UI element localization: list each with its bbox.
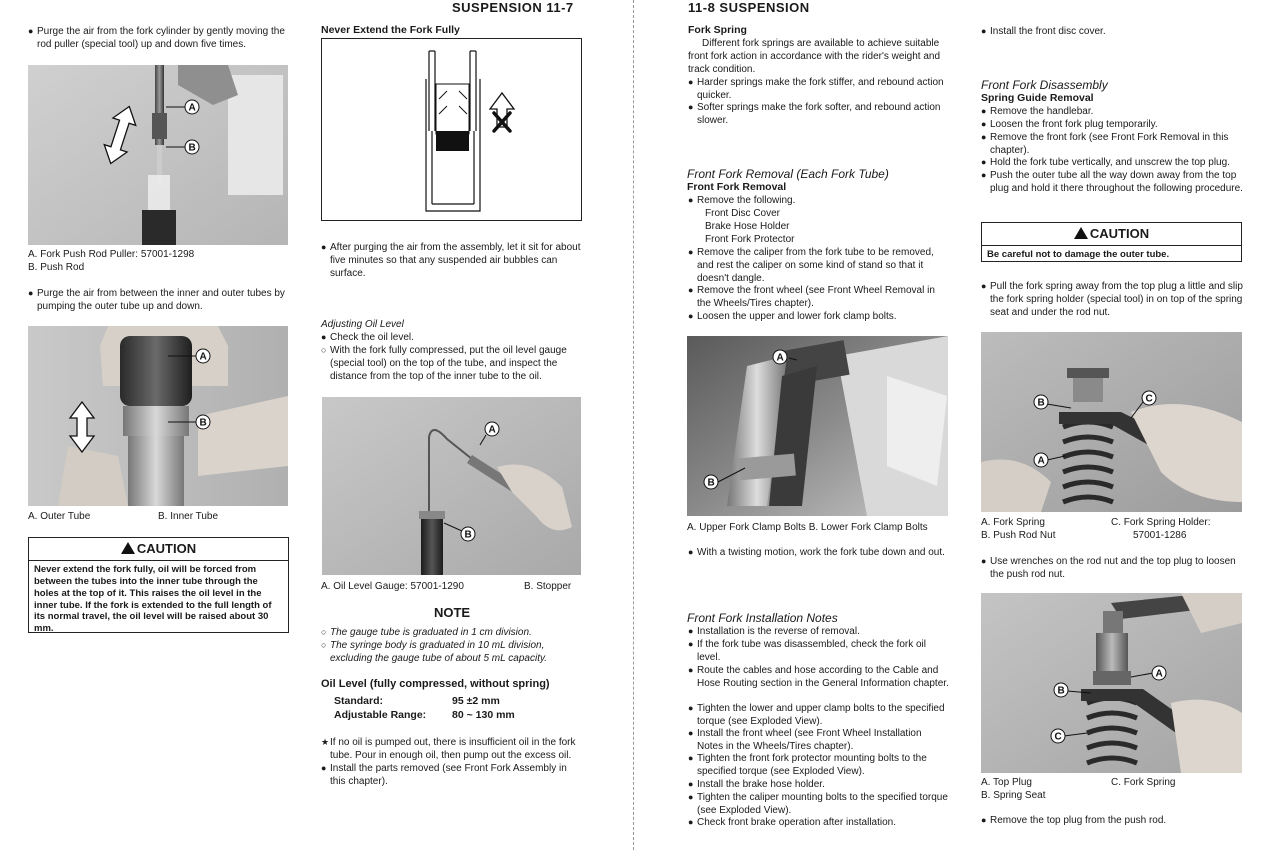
page-divider [633, 0, 634, 850]
caution-box-left [28, 537, 289, 633]
photo2-callout-a: A [199, 351, 207, 363]
fork-spring-title: Fork Spring [688, 24, 747, 36]
photo1-caption-a: A. Fork Push Rod Puller: 57001-1298 [28, 249, 195, 260]
caution-title-left: CAUTION [29, 538, 288, 561]
diagram-never-extend [321, 38, 582, 221]
install-note-5: ● Install the front wheel (see Front Wheel Installation Notes in the Wheels/Tires chapter). [688, 727, 949, 753]
front-fork-removal-subtitle: Front Fork Removal [687, 181, 787, 193]
use-wrenches-step: ● Use wrenches on the rod nut and the top plug to loosen the push rod nut. [981, 555, 1243, 581]
remove-item-3: Front Fork Protector [705, 234, 795, 245]
pull-spring-step: ● Pull the fork spring away from the top plug a little and slip the fork spring holder (special tool) in on top of the spring seat and under the rod nut. [981, 280, 1243, 319]
loosen-bolts-step: ● Loosen the upper and lower fork clamp bolts. [688, 310, 949, 323]
photo-outer-inner-tube [28, 326, 288, 506]
caution-title-right: CAUTION [982, 223, 1241, 246]
install-note-4: ● Tighten the lower and upper clamp bolts to the specified torque (see Exploded View). [688, 702, 949, 728]
warning-triangle-icon [1074, 227, 1088, 239]
install-note-1: ● Installation is the reverse of removal. [688, 625, 949, 638]
front-fork-disassembly-title: Front Fork Disassembly [981, 78, 1108, 92]
fork-spring-intro: Different fork springs are available to achieve suitable front fork action in accordance with the rider's weight and track condition. [688, 38, 941, 75]
adjustable-range-value: 80 ~ 130 mm [452, 709, 515, 721]
disassembly-step-1: ● Remove the handlebar. [981, 105, 1243, 118]
photo5-caption-c: C. Fork Spring Holder: [1111, 517, 1211, 528]
photo5-callout-c: C [1145, 393, 1153, 405]
never-extend-title: Never Extend the Fork Fully [321, 24, 460, 36]
warning-triangle-icon [121, 542, 135, 554]
photo5-caption-c-part: 57001-1286 [1133, 530, 1187, 541]
install-note-6: ● Tighten the front fork protector mounting bolts to the specified torque (see Exploded View). [688, 752, 949, 778]
note-title: NOTE [433, 605, 471, 620]
caution-box-right [981, 222, 1242, 262]
photo5-caption-b: B. Push Rod Nut [981, 530, 1056, 541]
spring-guide-removal-title: Spring Guide Removal [981, 92, 1094, 104]
photo-fork-clamp-bolts [687, 336, 948, 516]
photo6-callout-b: B [1057, 685, 1065, 697]
photo-oil-level-gauge [322, 397, 581, 575]
photo3-callout-b: B [464, 529, 472, 541]
remove-top-plug-step: ● Remove the top plug from the push rod. [981, 814, 1243, 827]
if-no-oil-note: ★ If no oil is pumped out, there is insufficient oil in the fork tube. Pour in enough oil, then pump out the excess oil. [321, 736, 583, 762]
note-item-2: ○ The syringe body is graduated in 10 mL division, excluding the gauge tube of about 5 mL capacity. [321, 639, 583, 665]
disassembly-step-4: ● Hold the fork tube vertically, and unscrew the top plug. [981, 156, 1243, 169]
photo-fork-push-rod-puller [28, 65, 288, 245]
adjustable-range-label: Adjustable Range: [334, 709, 427, 721]
photo6-callout-a: A [1155, 668, 1163, 680]
page-header-left: SUSPENSION 11-7 [452, 0, 574, 15]
photo2-caption-a: A. Outer Tube [28, 511, 91, 522]
photo2-callout-b: B [199, 417, 207, 429]
photo6-caption-b: B. Spring Seat [981, 790, 1046, 801]
purge-tubes-step: ● Purge the air from between the inner and outer tubes by pumping the outer tube up and down. [28, 287, 290, 313]
remove-item-1: Front Disc Cover [705, 208, 781, 219]
install-parts-step: ● Install the parts removed (see Front Fork Assembly in this chapter). [321, 762, 583, 788]
photo6-callout-c: C [1054, 731, 1062, 743]
photo-fork-spring-holder [981, 332, 1242, 512]
install-note-8: ● Tighten the caliper mounting bolts to the specified torque (see Exploded View). [688, 791, 949, 817]
with-fork-step: ○ With the fork fully compressed, put the oil level gauge (special tool) on the top of the tube, and inspect the distance from the top of the inner tube to the oil. [321, 344, 583, 383]
caution-text-right: Be careful not to damage the outer tube. [987, 248, 1170, 260]
photo5-caption-a: A. Fork Spring [981, 517, 1045, 528]
remove-following-step: ● Remove the following. [688, 194, 949, 207]
photo3-callout-a: A [488, 424, 496, 436]
adjusting-oil-level-title: Adjusting Oil Level [321, 319, 404, 330]
oil-level-spec-title: Oil Level (fully compressed, without spring) [321, 678, 550, 690]
photo3-caption-a: A. Oil Level Gauge: 57001-1290 [321, 581, 464, 592]
softer-springs-step: ● Softer springs make the fork softer, and rebound action slower. [688, 101, 949, 127]
photo4-caption: A. Upper Fork Clamp Bolts B. Lower Fork Clamp Bolts [687, 522, 928, 533]
photo5-callout-a: A [1037, 455, 1045, 467]
install-note-3: ● Route the cables and hose according to the Cable and Hose Routing section in the General Information chapter. [688, 664, 949, 690]
photo-top-plug-spring-seat [981, 593, 1242, 773]
photo1-callout-a: A [188, 102, 196, 114]
photo4-callout-a: A [776, 352, 784, 364]
photo6-caption-c: C. Fork Spring [1111, 777, 1176, 788]
photo6-caption-a: A. Top Plug [981, 777, 1032, 788]
remove-caliper-step: ● Remove the caliper from the fork tube to be removed, and rest the caliper on some kind of stand so that it doesn't dangle. [688, 246, 949, 285]
photo1-callout-b: B [188, 142, 196, 154]
install-note-2: ● If the fork tube was disassembled, check the fork oil level. [688, 638, 949, 664]
photo1-caption-b: B. Push Rod [28, 262, 85, 273]
harder-springs-step: ● Harder springs make the fork stiffer, and rebound action quicker. [688, 76, 949, 102]
purge-air-step: ● Purge the air from the fork cylinder by gently moving the rod puller (special tool) up and down five times. [28, 25, 290, 51]
install-note-9: ● Check front brake operation after installation. [688, 816, 949, 829]
photo4-callout-b: B [707, 477, 715, 489]
page-header-right: 11-8 SUSPENSION [688, 0, 810, 15]
twisting-step: ● With a twisting motion, work the fork tube down and out. [688, 546, 949, 559]
photo3-caption-b: B. Stopper [524, 581, 572, 592]
note-item-1: ○ The gauge tube is graduated in 1 cm division. [321, 626, 583, 639]
disassembly-step-2: ● Loosen the front fork plug temporarily. [981, 118, 1243, 131]
disassembly-step-3: ● Remove the front fork (see Front Fork Removal in this chapter). [981, 131, 1243, 157]
disassembly-step-5: ● Push the outer tube all the way down away from the top plug and hold it there throughout the following procedure. [981, 169, 1243, 195]
installation-notes-title: Front Fork Installation Notes [687, 611, 838, 625]
standard-value: 95 ±2 mm [452, 695, 500, 707]
remove-wheel-step: ● Remove the front wheel (see Front Wheel Removal in the Wheels/Tires chapter). [688, 284, 949, 310]
after-purging-step: ● After purging the air from the assembly, let it sit for about five minutes so that any suspended air bubbles can surface. [321, 241, 583, 280]
front-fork-removal-section: Front Fork Removal (Each Fork Tube) [687, 167, 889, 181]
remove-item-2: Brake Hose Holder [705, 221, 790, 232]
photo5-callout-b: B [1037, 397, 1045, 409]
photo2-caption-b: B. Inner Tube [158, 511, 219, 522]
install-note-7: ● Install the brake hose holder. [688, 778, 949, 791]
standard-label: Standard: [334, 695, 384, 707]
install-disc-cover-step: ● Install the front disc cover. [981, 25, 1243, 38]
caution-text-left: Never extend the fork fully, oil will be forced from between the tubes into the inner tube through the holes at the top of it. This raises the oil level in the inner tube. If the fork is extended to the full length of its normal travel, the oil level will be raised about 30 mm. [34, 563, 272, 635]
check-oil-step: ● Check the oil level. [321, 331, 583, 344]
